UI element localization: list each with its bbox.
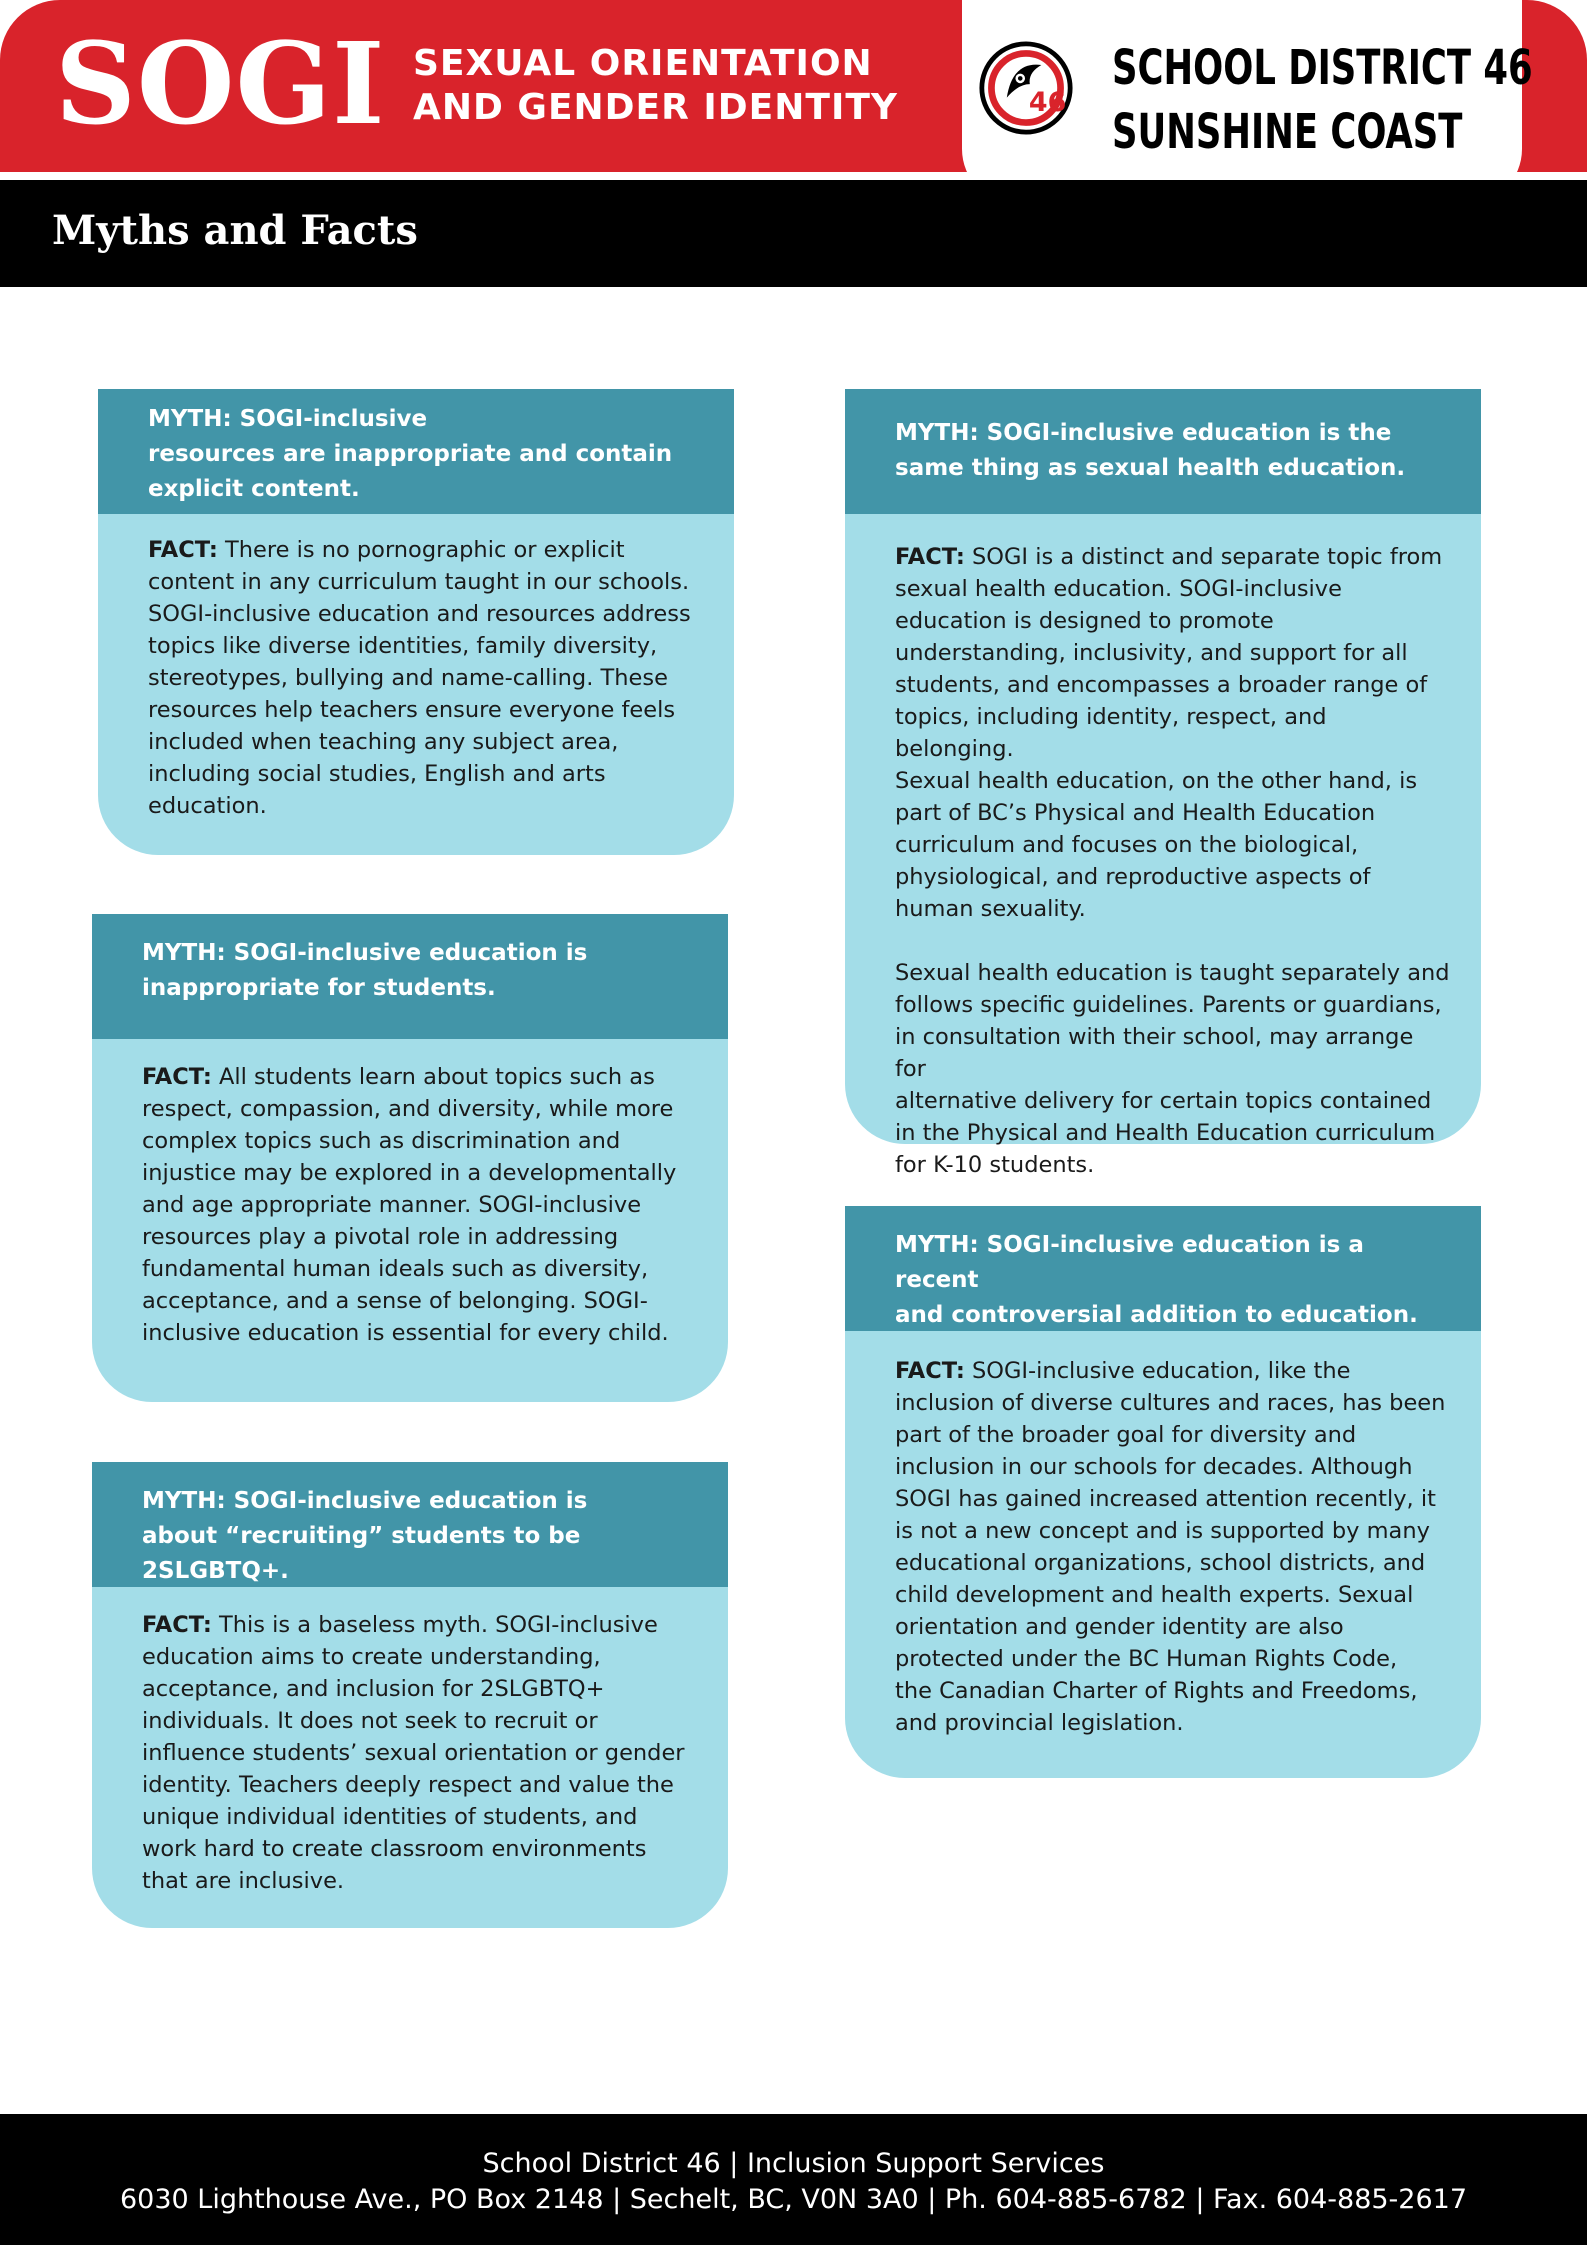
fact-line: complex topics such as discrimination and [142, 1128, 621, 1154]
fact-line: content in any curriculum taught in our schools. [148, 569, 690, 595]
school-district-46-logo-icon [978, 40, 1074, 136]
fact-line: resources help teachers ensure everyone feels [148, 697, 676, 723]
fact-line: orientation and gender identity are also [895, 1614, 1344, 1640]
fact-line: part of the broader goal for diversity and [895, 1422, 1357, 1448]
sogi-subtitle-line-1: SEXUAL ORIENTATION [413, 43, 873, 84]
myth-line: same thing as sexual health education. [895, 455, 1406, 481]
sogi-subtitle-line-2: AND GENDER IDENTITY [413, 87, 898, 128]
fact-line: injustice may be explored in a developmentally [142, 1160, 677, 1186]
myth-line: MYTH: SOGI-inclusive education is [142, 940, 588, 966]
district-name [1112, 36, 1533, 164]
fact-line: individuals. It does not seek to recruit or [142, 1708, 598, 1734]
fact-line: influence students’ sexual orientation or gender [142, 1740, 685, 1766]
fact-line: education. [148, 793, 267, 819]
myth-fact-card-3 [92, 1462, 728, 1928]
sogi-wordmark: SOGI [55, 19, 386, 150]
fact-line: topics like diverse identities, family diversity, [148, 633, 658, 659]
myth-line: inappropriate for students. [142, 975, 496, 1001]
myth-heading [845, 1206, 1481, 1331]
myth-heading [92, 1462, 728, 1587]
myth-line: explicit content. [148, 476, 360, 502]
fact-line: FACT: SOGI is a distinct and separate topic from [895, 544, 1443, 570]
fact-label: FACT: [895, 544, 965, 570]
fact-label: FACT: [142, 1064, 212, 1090]
myth-line: MYTH: SOGI-inclusive education is [142, 1488, 588, 1514]
district-name-line-1: SCHOOL DISTRICT 46 [1112, 40, 1533, 96]
fact-text [845, 1331, 1481, 1739]
fact-line: FACT: This is a baseless myth. SOGI-inclusive [142, 1612, 658, 1638]
myth-line: MYTH: SOGI-inclusive education is a recent [895, 1232, 1364, 1293]
fact-text [98, 514, 734, 822]
myth-heading [98, 389, 734, 514]
fact-line: child development and health experts. Sexual [895, 1582, 1414, 1608]
fact-text [845, 514, 1481, 1181]
fact-line: respect, compassion, and diversity, while more [142, 1096, 674, 1122]
fact-text [92, 1039, 728, 1349]
footer-address-line: 6030 Lighthouse Ave., PO Box 2148 | Sechelt, BC, V0N 3A0 | Ph. 604-885-6782 | Fax. 604-885-2617 [119, 2184, 1468, 2215]
fact-line: and provincial legislation. [895, 1710, 1184, 1736]
myth-fact-card-4 [845, 389, 1481, 1178]
footer-org-line: School District 46 | Inclusion Support Services [482, 2148, 1105, 2179]
paragraph-gap [895, 925, 1451, 957]
fact-line: FACT: SOGI-inclusive education, like the [895, 1358, 1351, 1384]
fact-line: for K-10 students. [895, 1152, 1095, 1178]
fact-label: FACT: [148, 537, 218, 563]
myth-fact-card-5 [845, 1206, 1481, 1778]
fact-line: included when teaching any subject area, [148, 729, 619, 755]
footer [0, 2114, 1587, 2245]
fact-line: follows specific guidelines. Parents or guardians, [895, 992, 1442, 1018]
fact-line: part of BC’s Physical and Health Education [895, 800, 1376, 826]
myth-fact-card-1 [98, 389, 734, 855]
fact-line: curriculum and focuses on the biological, [895, 832, 1359, 858]
fact-line: inclusive education is essential for every child. [142, 1320, 669, 1346]
fact-line: sexual health education. SOGI-inclusive [895, 576, 1342, 602]
myth-line: and controversial addition to education. [895, 1302, 1418, 1328]
fact-line: and age appropriate manner. SOGI-inclusive [142, 1192, 642, 1218]
fact-line: that are inclusive. [142, 1868, 345, 1894]
fact-line: unique individual identities of students, and [142, 1804, 638, 1830]
myth-heading [92, 914, 728, 1039]
district-name-line-2: SUNSHINE COAST [1112, 104, 1463, 160]
district-badge [962, 0, 1533, 205]
fact-line: Sexual health education, on the other hand, is [895, 768, 1418, 794]
fact-line: understanding, inclusivity, and support for all [895, 640, 1408, 666]
myth-fact-card-2 [92, 914, 728, 1402]
page-title: Myths and Facts [52, 207, 418, 254]
fact-line: inclusion of diverse cultures and races, has been [895, 1390, 1446, 1416]
fact-line: FACT: There is no pornographic or explicit [148, 537, 625, 563]
fact-label: FACT: [895, 1358, 965, 1384]
fact-line: education aims to create understanding, [142, 1644, 601, 1670]
svg-text:46: 46 [1028, 87, 1067, 119]
fact-line: fundamental human ideals such as diversity, [142, 1256, 649, 1282]
fact-line: protected under the BC Human Rights Code, [895, 1646, 1398, 1672]
fact-line: acceptance, and a sense of belonging. SOGI- [142, 1288, 648, 1314]
fact-text [92, 1587, 728, 1897]
fact-line: educational organizations, school districts, and [895, 1550, 1426, 1576]
fact-line: the Canadian Charter of Rights and Freedoms, [895, 1678, 1418, 1704]
myth-line: MYTH: SOGI-inclusive education is the [895, 420, 1392, 446]
fact-line: education is designed to promote [895, 608, 1274, 634]
myth-line: MYTH: SOGI-inclusive [148, 406, 428, 432]
fact-line: including social studies, English and arts [148, 761, 606, 787]
fact-line: acceptance, and inclusion for 2SLGBTQ+ [142, 1676, 605, 1702]
fact-line: topics, including identity, respect, and belonging. [895, 704, 1327, 762]
fact-line: work hard to create classroom environments [142, 1836, 647, 1862]
myth-line: about “recruiting” students to be 2SLGBTQ+. [142, 1523, 581, 1584]
myth-line: resources are inappropriate and contain [148, 441, 673, 467]
fact-line: SOGI has gained increased attention recently, it [895, 1486, 1436, 1512]
fact-line: is not a new concept and is supported by many [895, 1518, 1430, 1544]
fact-label: FACT: [142, 1612, 212, 1638]
fact-line: alternative delivery for certain topics contained [895, 1088, 1432, 1114]
fact-line: physiological, and reproductive aspects of [895, 864, 1371, 890]
fact-line: identity. Teachers deeply respect and value the [142, 1772, 674, 1798]
myth-heading [845, 389, 1481, 514]
fact-line: FACT: All students learn about topics such as [142, 1064, 655, 1090]
fact-line: Sexual health education is taught separately and [895, 960, 1450, 986]
sogi-subtitle [413, 42, 973, 130]
fact-line: stereotypes, bullying and name-calling. These [148, 665, 668, 691]
fact-line: students, and encompasses a broader range of [895, 672, 1428, 698]
fact-line: in consultation with their school, may arrange for [895, 1024, 1414, 1082]
fact-line: inclusion in our schools for decades. Although [895, 1454, 1413, 1480]
fact-line: human sexuality. [895, 896, 1086, 922]
fact-line: resources play a pivotal role in addressing [142, 1224, 619, 1250]
fact-line: in the Physical and Health Education curriculum [895, 1120, 1436, 1146]
fact-line: SOGI-inclusive education and resources address [148, 601, 691, 627]
